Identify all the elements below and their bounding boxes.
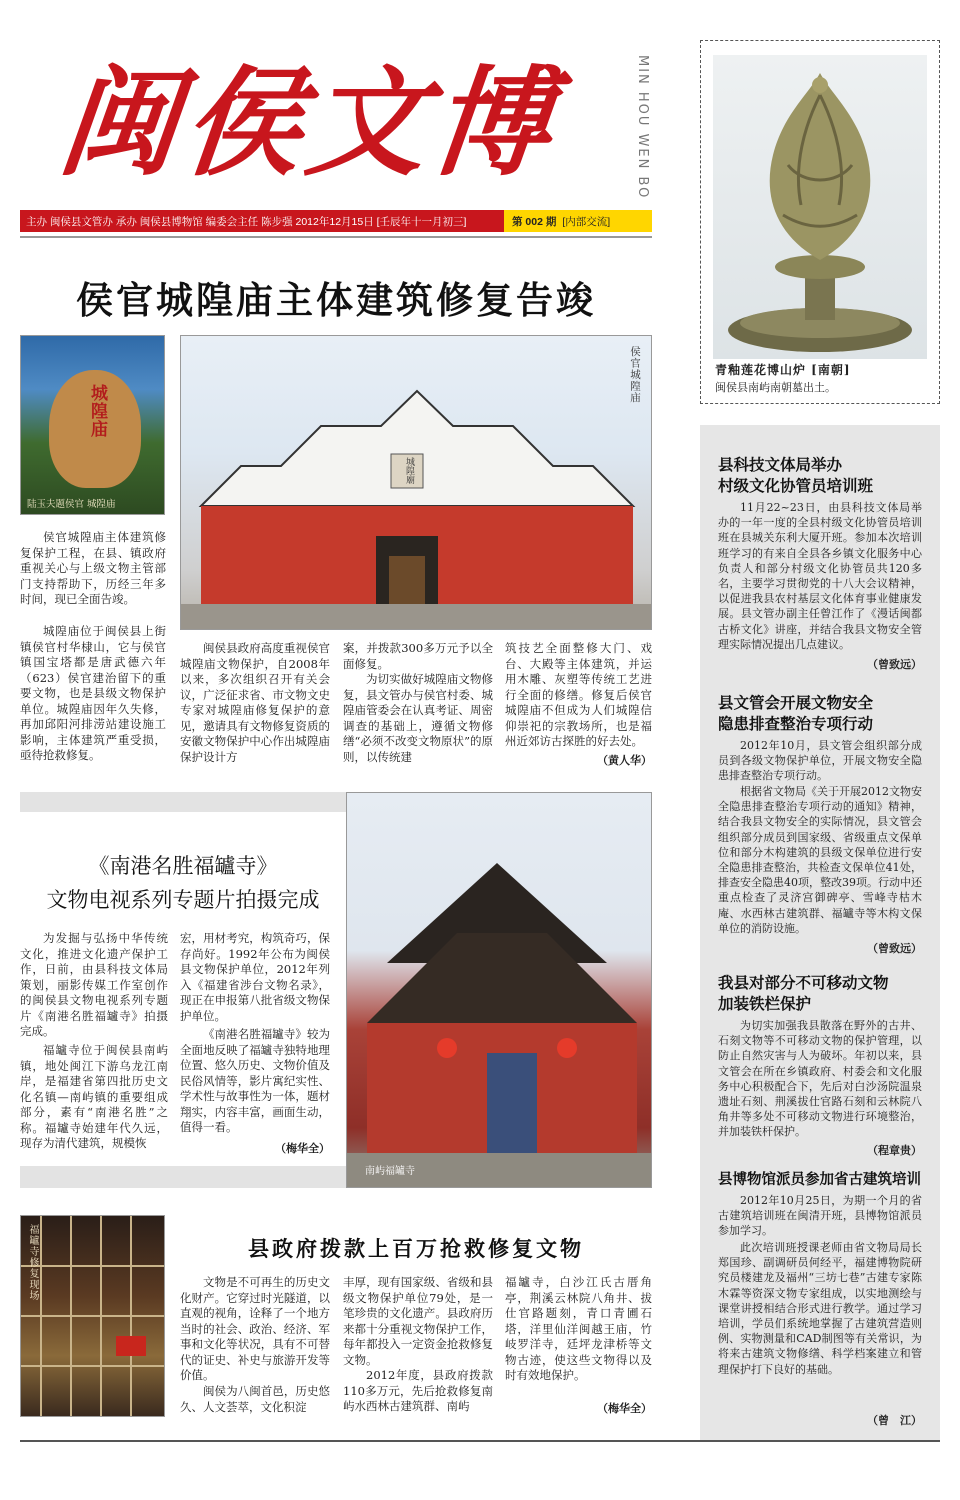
masthead-title: 闽侯文博	[52, 53, 564, 192]
lead-col4: 筑技艺全面整修大门、戏台、大殿等主体建筑，并运用木雕、灰塑等传统工艺进行全面的修缮。修复后侯官城隍庙不但成为人们城隍信仰崇祀的宗教场所，也是福州近郊访古探胜的好去处。	[505, 641, 652, 748]
second-col1-p1: 为发掘与弘扬中华传统文化，推进文化遗产保护工作，日前，由县科技文体局策划，丽影传媒工作室创作的闽侯县文物电视系列专题片《南港名胜福罏寺》拍摄完成。	[20, 931, 168, 1038]
issue-tag: [内部交流]	[562, 215, 611, 228]
sidebar-2-body: 2012年10月，县文管会组织部分成员到各级文物保护单位，开展文物安全隐患排查整治专项行动。	[718, 739, 922, 783]
sidebar-4-body2: 此次培训班授课老师由省文物局局长郑国珍、副调研员何经平，福建博物院研究员楼建龙及福州“三坊七巷”古建专家陈木霖等资深文物专家组成，以实地测绘与课堂讲授相结合形式进行教学。通过学习培训，学员们系统地掌握了古建筑营造则例、实物测量和CAD制图等有关常识，为将来古建筑文物修缮、科学档案建立和管理保护打下良好的基础。	[718, 1241, 922, 1376]
sidebar-3-headline-1: 我县对部分不可移动文物	[718, 974, 889, 992]
second-headline-2: 文物电视系列专题片拍摄完成	[46, 888, 320, 912]
gate-plaque: 城隍廟	[404, 457, 414, 484]
exhibit-caption-title: 青釉莲花博山炉 [南朝]	[715, 363, 851, 377]
third-photo-scaffold	[20, 1215, 165, 1417]
sidebar-4-body: 2012年10月25日，为期一个月的省古建筑培训班在闽清开班，县博物馆派员参加学习。	[718, 1194, 922, 1238]
sidebar-1-author: （曾致远）	[867, 658, 922, 671]
temple-illustration	[181, 336, 652, 630]
rock-inscription: 城隍庙	[87, 384, 107, 438]
sidebar-4-headline: 县博物馆派员参加省古建筑培训	[718, 1172, 921, 1188]
third-col2-p1: 丰厚，现有国家级、省级和县级文物保护单位79处，是一笔珍贵的文化遗产。县政府历来都十分重视文物保护工作，每年都投入一定资金抢救修复文物。	[343, 1275, 493, 1367]
second-photo-caption: 南屿福罏寺	[365, 1166, 415, 1177]
sidebar-1-headline-2: 村级文化协管员培训班	[718, 477, 874, 495]
exhibit-caption-note: 闽侯县南屿南朝墓出土。	[715, 381, 836, 394]
sidebar-2-headline-2: 隐患排查整治专项行动	[718, 715, 874, 733]
issue-number: 第 002 期	[512, 215, 557, 228]
second-col2-p2: 《南港名胜福罏寺》较为全面地反映了福罏寺独特地理位置、悠久历史、文物价值及民俗风情等，影片寓纪实性、学术性与故事性为一体，题材翔实，内容丰富，画面生动，值得一看。	[180, 1027, 330, 1134]
lead-photo-temple-caption: 侯官城隍庙	[629, 346, 641, 404]
second-photo-temple	[346, 792, 652, 1188]
sidebar-4-author: （曾 江）	[867, 1414, 922, 1427]
third-author: （梅华全）	[597, 1402, 652, 1415]
sidebar-1-headline-1: 县科技文体局举办	[718, 456, 843, 474]
third-col1-p1: 文物是不可再生的历史文化财产。它穿过时光隧道，以直观的视角，诠释了一个地方当时的社会、政治、经济、军事和文化等状况，具有不可替代的证史、补史与旅游开发等价值。	[180, 1275, 330, 1382]
masthead-pinyin: MIN HOU WEN BO	[635, 55, 650, 200]
lead-author: （黄人华）	[597, 754, 652, 767]
exhibit-photo	[713, 55, 927, 359]
lead-photo-rock-caption: 陆玉夫题侯官 城隍庙	[27, 499, 116, 510]
third-col2-p2: 2012年度，县政府拨款110多万元，先后抢救修复南屿水西林古建筑群、南屿	[343, 1368, 493, 1413]
censer-illustration	[713, 55, 927, 359]
third-headline: 县政府拨款上百万抢救修复文物	[248, 1236, 584, 1261]
lead-photo-temple	[180, 335, 652, 630]
third-photo-caption: 福罏寺修复现场	[27, 1224, 38, 1301]
lead-col2: 闽侯县政府高度重视侯官城隍庙文物保护，自2008年以来，多次组织召开有关会议，广泛征求省、市文物文史专家对城隍庙修复保护的意见，邀请具有文物修复资质的安徽文物保护中心作出城隍庙保护设计方	[180, 641, 330, 764]
lead-col1-p2: 城隍庙位于闽侯县上街镇侯官村华棣山，它与侯官镇国宝塔都是唐武德六年（623）侯官建治留下的重要文物，也是县级文物保护单位。城隍庙因年久失修，再加邱阳河排涝站建设施工影响，主体建筑严重受损，亟待抢救修复。	[20, 624, 166, 762]
third-col3: 福罏寺，白沙江氏古厝角亭，荆溪云林院八角井、拔仕官路题刻，青口青圃石塔，洋里仙洋闽越王庙，竹岐罗洋寺，廷坪龙津桥等文物古迹，使这些文物得以及时有效地保护。	[505, 1275, 652, 1382]
second-headline-1: 《南港名胜福罏寺》	[88, 854, 278, 878]
sidebar-2-author: （曾致远）	[867, 942, 922, 955]
masthead-info: 主办 闽侯县文管办 承办 闽侯县博物馆 编委会主任 陈步强 2012年12月15日 [壬辰年十一月初三]	[26, 215, 467, 228]
masthead-info-bar	[20, 210, 652, 232]
third-col1-p2: 闽侯为八闽首邑，历史悠久、人文荟萃，文化积淀	[180, 1384, 330, 1414]
issue-box	[504, 210, 652, 232]
masthead-divider	[20, 236, 652, 238]
second-author: （梅华全）	[275, 1142, 330, 1155]
fulu-temple-illustration	[347, 793, 652, 1188]
lead-col3-a: 案，并拨款300多万元予以全面修复。	[343, 641, 493, 671]
sidebar-2-body2: 根据省文物局《关于开展2012文物安全隐患排查整治专项行动的通知》精神，结合我县文物安全的实际情况，县文管会组织部分成员到国家级、省级重点文保单位和部分木构建筑的县级文保单位进行安全隐患排查整治，共检查文保单位41处，排查安全隐患40项，整改39项。行动中还重点检查了灵济宫御碑亭、雪峰寺枯木庵、水西林古建筑群、福罏寺等木构文保单位的消防设施。	[718, 785, 922, 935]
sidebar-3-body: 为切实加强我县散落在野外的古井、石刻文物等不可移动文物的保护管理，以防止自然灾害与人为破坏。年初以来，县文管会在所在乡镇政府、村委会和文化服务中心积极配合下，先后对白沙汤院温泉遗址石刻、荆溪拔仕官路石刻和云林院八角井等多处不可移动文物进行环境整治，并加装铁杆保护。	[718, 1019, 922, 1139]
lead-headline: 侯官城隍庙主体建筑修复告竣	[76, 279, 596, 322]
second-col1-p2: 福罏寺位于闽侯县南屿镇，地处闽江下游乌龙江南岸，是福建省第四批历史文化名镇—南屿镇的重要组成部分，素有“南港名胜”之称。福罏寺始建年代久远，现存为清代建筑，规模恢	[20, 1043, 168, 1150]
sidebar-3-author: （程章贵）	[867, 1144, 922, 1157]
exhibit-box	[700, 40, 940, 404]
lead-photo-rock	[20, 335, 165, 515]
bottom-rule	[20, 1440, 940, 1442]
lead-col1-p1: 侯官城隍庙主体建筑修复保护工程，在县、镇政府重视关心与上级文物主管部门支持帮助下，历经三年多时间，现已全面告竣。	[20, 530, 166, 606]
lead-col3-b: 为切实做好城隍庙文物修复，县文管办与侯官村委、城隍庙管委会在认真考证、周密调查的基础上，遵循文物修缮“必须不改变文物原状”的原则，以传统建	[343, 672, 493, 764]
scaffold-illustration	[21, 1216, 165, 1417]
sidebar-3-headline-2: 加装铁栏保护	[718, 995, 812, 1013]
sidebar-1-body: 11月22~23日，由县科技文体局举办的一年一度的全县村级文化协管员培训班在县城关东利大厦开班。参加本次培训班学习的有来自全县各乡镇文化服务中心负责人和部分村级文化协管员共120多名，主要学习贯彻党的十八大会议精神，以促进我县农村基层文化体育事业健康发展。县文管办副主任曾江作了《漫话闽都古桥文化》讲座，并结合我县文物安全管理实际情况提出几点建议。	[718, 501, 922, 651]
sidebar-2-headline-1: 县文管会开展文物安全	[718, 694, 874, 712]
second-col2-p1: 宏，用材考究，构筑奇巧，保存尚好。1992年公布为闽侯县文物保护单位，2012年列入《福建省涉台文物名录》，现正在申报第八批省级文物保护单位。	[180, 931, 330, 1023]
